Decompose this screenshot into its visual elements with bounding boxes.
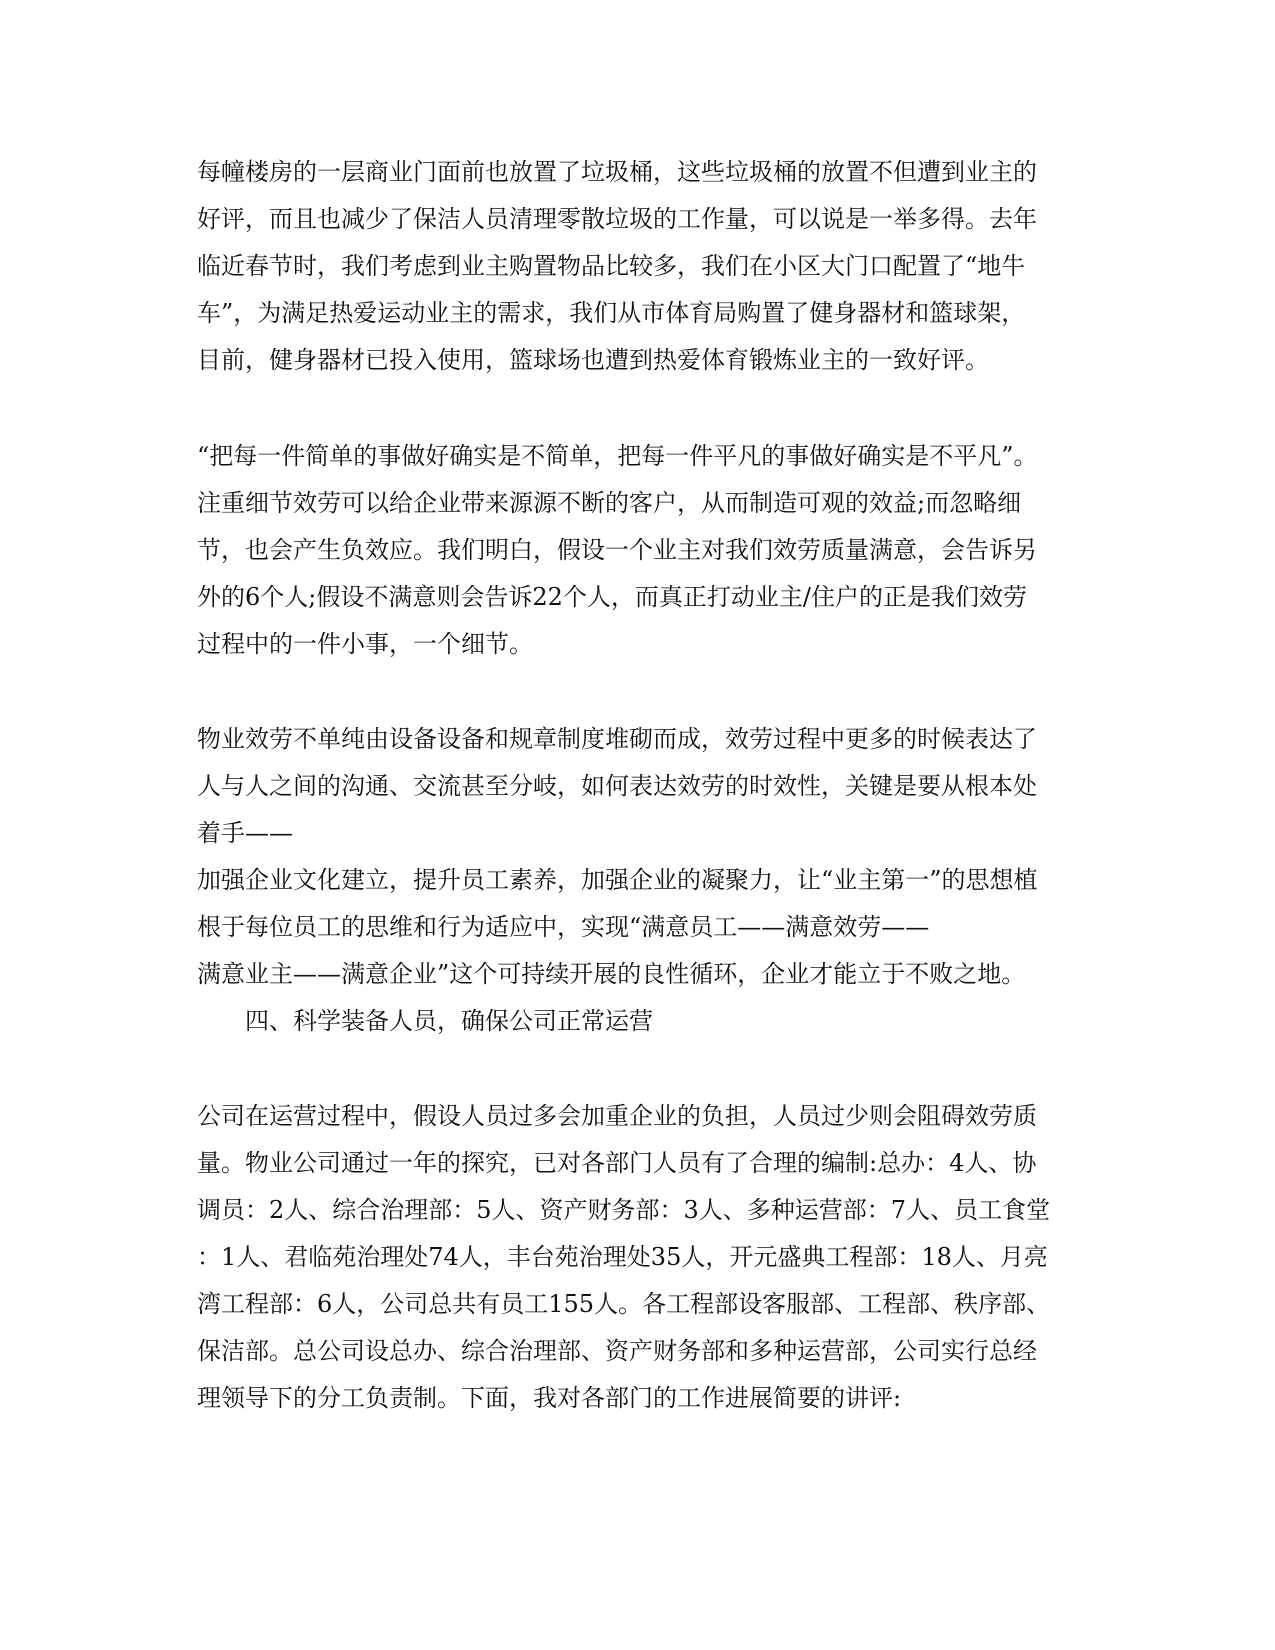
section-heading: 四、科学装备人员，确保公司正常运营 <box>245 1007 653 1035</box>
text-line: 目前，健身器材已投入使用，篮球场也遭到热爱体育锻炼业主的一致好评。 <box>197 346 989 374</box>
text-line: 加强企业文化建立，提升员工素养，加强企业的凝聚力，让“业主第一”的思想植 <box>197 866 1038 894</box>
text-line: “把每一件简单的事做好确实是不简单，把每一件平凡的事做好确实是不平凡”。 <box>197 442 1038 470</box>
text-line: 调员：2人、综合治理部：5人、资产财务部：3人、多种运营部：7人、员工食堂 <box>197 1196 1051 1224</box>
text-line: 过程中的一件小事，一个细节。 <box>197 630 533 658</box>
text-line: 根于每位员工的思维和行为适应中，实现“满意员工——满意效劳—— <box>197 913 930 941</box>
text-line: 每幢楼房的一层商业门面前也放置了垃圾桶，这些垃圾桶的放置不但遭到业主的 <box>197 158 1037 186</box>
text-line: 着手—— <box>197 819 293 847</box>
text-line: ：1人、君临苑治理处74人，丰台苑治理处35人，开元盛典工程部：18人、月亮 <box>197 1243 1048 1271</box>
text-line: 物业效劳不单纯由设备设备和规章制度堆砌而成，效劳过程中更多的时候表达了 <box>197 725 1037 753</box>
text-line: 临近春节时，我们考虑到业主购置物品比较多，我们在小区大门口配置了“地牛 <box>197 252 1026 280</box>
text-line: 保洁部。总公司设总办、综合治理部、资产财务部和多种运营部，公司实行总经 <box>197 1337 1037 1365</box>
text-line: 车”，为满足热爱运动业主的需求，我们从市体育局购置了健身器材和篮球架， <box>197 299 1026 327</box>
text-line: 量。物业公司通过一年的探究，已对各部门人员有了合理的编制:总办：4人、协 <box>197 1149 1037 1177</box>
text-line: 理领导下的分工负责制。下面，我对各部门的工作进展简要的讲评: <box>197 1384 902 1412</box>
text-line: 节，也会产生负效应。我们明白，假设一个业主对我们效劳质量满意，会告诉另 <box>197 536 1037 564</box>
text-line: 注重细节效劳可以给企业带来源源不断的客户，从而制造可观的效益;而忽略细 <box>197 489 1022 517</box>
text-line: 人与人之间的沟通、交流甚至分岐，如何表达效劳的时效性，关键是要从根本处 <box>197 772 1037 800</box>
text-line: 满意业主——满意企业”这个可持续开展的良性循环，企业才能立于不败之地。 <box>197 960 1026 988</box>
text-line: 湾工程部：6人，公司总共有员工155人。各工程部设客服部、工程部、秩序部、 <box>197 1290 1051 1318</box>
text-line: 外的6个人;假设不满意则会告诉22个人，而真正打动业主/住户的正是我们效劳 <box>197 583 1027 611</box>
text-line: 好评，而且也减少了保洁人员清理零散垃圾的工作量，可以说是一举多得。去年 <box>197 205 1037 233</box>
text-line: 公司在运营过程中，假设人员过多会加重企业的负担，人员过少则会阻碍效劳质 <box>197 1102 1037 1130</box>
